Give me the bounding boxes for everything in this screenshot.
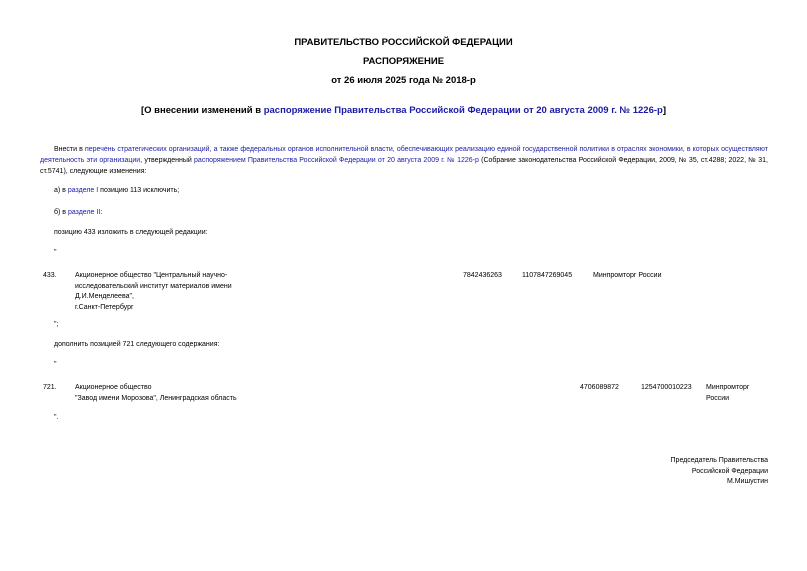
row-inn: 4706089872: [580, 384, 619, 391]
org-heading: ПРАВИТЕЛЬСТВО РОССИЙСКОЙ ФЕДЕРАЦИИ: [294, 37, 513, 48]
replace-instruction: позицию 433 изложить в следующей редакции:: [54, 229, 208, 236]
row-name-line: Д.И.Менделеева",: [75, 293, 134, 300]
close-quote-1: ";: [54, 321, 59, 328]
item-b-link[interactable]: разделе II: [67, 209, 101, 216]
row-ministry: Минпромторг России: [593, 272, 662, 279]
row-ministry: [706, 383, 749, 404]
date-number: от 26 июля 2025 года № 2018-р: [331, 75, 476, 86]
item-a: [54, 186, 179, 197]
title-close: ]: [662, 105, 667, 116]
intro-text-1: Внести в: [54, 146, 85, 153]
title-open: [О внесении изменений в: [140, 105, 264, 116]
row-name-line: Акционерное общество: [75, 384, 152, 391]
row-ministry-line: России: [706, 394, 730, 402]
signature-title-line-1: Председатель Правительства: [670, 457, 768, 464]
row-name-line: исследовательский институт материалов имени: [75, 282, 232, 290]
intro-text-2: , утвержденный: [140, 157, 195, 164]
row-inn: 7842436263: [463, 272, 502, 279]
row-name: [75, 271, 232, 313]
row-name: [75, 383, 237, 404]
doc-type-heading: РАСПОРЯЖЕНИЕ: [362, 56, 445, 67]
item-a-link[interactable]: разделе I: [67, 187, 99, 194]
item-b-text-1: б) в: [54, 209, 68, 216]
item-a-text-1: а) в: [54, 187, 68, 194]
intro-link-order[interactable]: распоряжением Правительства Российской Федерации от 20 августа 2009 г. № 1226-р: [194, 157, 479, 164]
row-ministry-line: Минпромторг: [706, 384, 750, 391]
row-name-line: Акционерное общество "Центральный научно-: [75, 272, 228, 279]
intro-text-3: (Собрание законодательства Российской Федерации, 2009, № 35, ст.4288; 2022, № 31, ст.5741), следующие изменения:: [40, 157, 768, 175]
item-b-text-2: :: [100, 209, 103, 216]
title-link[interactable]: распоряжение Правительства Российской Федерации от 20 августа 2009 г. № 1226-р: [263, 105, 663, 116]
intro-link-list[interactable]: перечень стратегических организаций, а также федеральных органов исполнительной власти, обеспечивающих реализацию единой государственной политики в отраслях экономики, в которых осуществляют деятельность эти организации: [40, 146, 768, 164]
signature-name: М.Мишустин: [726, 478, 768, 485]
intro-paragraph: [40, 144, 768, 177]
close-quote-2: ".: [54, 414, 59, 421]
row-number: 721.: [43, 384, 57, 391]
row-name-line: г.Санкт-Петербург: [75, 303, 134, 311]
row-number: 433.: [43, 272, 57, 279]
row-ogrn: 1107847269045: [522, 272, 573, 279]
add-instruction: дополнить позицией 721 следующего содержания:: [54, 341, 220, 348]
open-quote-1: ": [54, 249, 57, 256]
signature-title-line-2: Российской Федерации: [691, 467, 768, 475]
item-b: [54, 208, 102, 219]
document-title: [0, 105, 807, 116]
signature-block: [671, 456, 768, 488]
row-ogrn: 1254700010223: [641, 384, 692, 391]
open-quote-2: ": [54, 361, 57, 368]
item-a-text-2: позицию 113 исключить;: [98, 187, 180, 194]
row-name-line: "Завод имени Морозова", Ленинградская область: [75, 394, 237, 402]
